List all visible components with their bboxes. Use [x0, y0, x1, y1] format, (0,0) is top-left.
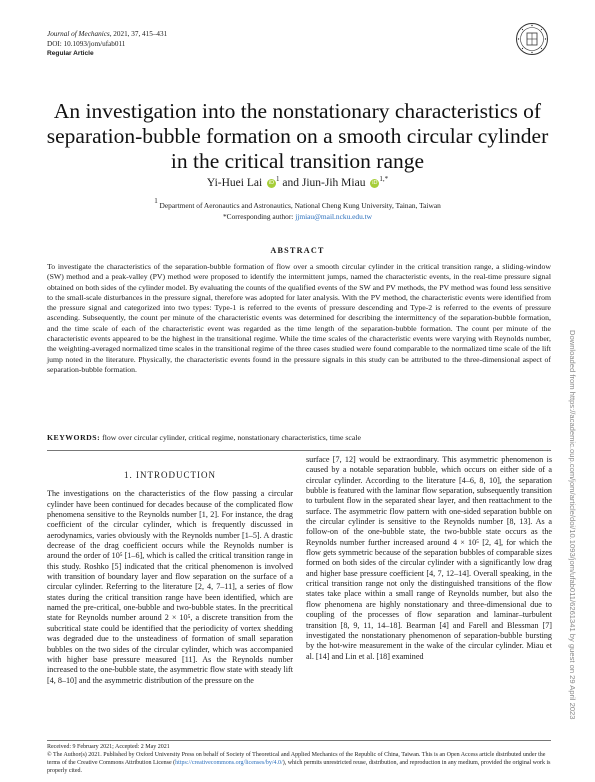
copyright-notice — [47, 751, 551, 775]
copyright-text-end: ), which permits unrestricted reuse, distribution, and reproduction in any medium, provided the original work is properly cited. — [47, 760, 551, 774]
footnote — [47, 743, 551, 775]
author-name: Yi-Huei Lai — [206, 177, 263, 189]
orcid-icon[interactable]: iD — [372, 180, 378, 186]
divider — [47, 450, 551, 451]
body-paragraph: The investigations on the characteristics of the flow passing a circular cylinder have been continued for decades because of the complicated flow phenomena sensitive to the Reynolds number [1, 2]. For instance, the drag coefficient of the circular cylinder, which is frequently discussed in aerodynamics, varies obviously with the Reynolds number [1–5]. A drastic decrease of the drag coefficient occurs while the Reynolds number is around the order of 10⁵ [1–6], which is called the critical transition range in this study. Roshko [5] indicated that the critical phenomenon is involved with transition of boundary layer and flow separation on the surface of a circular cylinder. Referring to the literature [2, 4, 7–11], a series of flow states during the critical transition range have been identified, which are named the pre-critical, one-bubble and two-bubble states. In the precritical state for Reynolds number around 2 × 10⁵, a discrete transition from the subcritical state could be identified that the periodicity of vortex shedding was degraded due to the unsteadiness of formation of small separation bubbles on the two sides of the circular cylinder, which was accompanied with higher base pressure measured [11]. As the Reynolds number increased to the one-bubble state, the asymmetric flow state with steady lift [4, 8–10] and the asymmetric distribution of the pressure on the — [47, 489, 293, 685]
author-name: Jiun-Jih Miau — [301, 177, 366, 189]
keywords-text: flow over circular cylinder, critical regime, nonstationary characteristics, time scale — [100, 433, 361, 442]
corresponding-label: *Corresponding author: — [222, 212, 296, 221]
affiliation-marker: 1,* — [379, 175, 389, 183]
keywords — [47, 433, 551, 442]
author-list — [0, 175, 595, 189]
body-column-left — [47, 470, 293, 686]
corresponding-author — [0, 212, 595, 221]
journal-header — [47, 30, 167, 59]
abstract-text: To investigate the characteristics of the separation-bubble formation of flow over a smooth circular cylinder in the critical transition range, a sliding-window (SW) method and a peak-valley (PV) method were proposed to identify the intermittent jumps, named the characteristic events, in the real-time pressure signal obtained on both sides of the cylinder model. By evaluating the counts of the qualified events of the SW and PV methods, the PV method was found less sensitive to the small-scale disturbances in the pressure signal, therefore was adopted for later analysis. With the PV method, the characteristic events were identified from the pressure signal and categorized into two types: Type-1 is referred to the events of pressure descending and Type-2 is referred to the events of pressure ascending. Subsequently, the count per minute of the characteristic events was determined for describing the intermittency of the separation-bubble formation, and the time scale of each of the characteristic event was regarded as the time length of the separation-bubble formation. The count per minute of the characteristic events appeared to be the highest in the transitional regime. While the time scales of the characteristic events were varying with Reynolds number, the weighting-averaged normalized time scales in the transitional regime of the three cases studied were found comparable to the normalized time scale of the lift jump noted in the literature. Physically, the characteristic events found in the pressure signals in this study can be attributed to the three-dimensional aspect of separation-bubble formation. — [47, 262, 551, 374]
keywords-label: KEYWORDS: — [47, 433, 101, 442]
body-column-right — [306, 455, 552, 662]
volume-info: , 2021, 37, 415–431 — [109, 30, 168, 38]
abstract-heading: ABSTRACT — [270, 246, 325, 255]
article-type: Regular Article — [47, 50, 94, 58]
license-link[interactable]: https://creativecommons.org/licenses/by/4.0/ — [175, 760, 283, 766]
footer-divider — [47, 740, 551, 741]
section-heading: 1. INTRODUCTION — [124, 470, 216, 480]
affiliation-number: 1 — [154, 197, 158, 205]
affiliation-marker: 1 — [276, 175, 280, 183]
affiliation-text: Department of Aeronautics and Astronautics, National Cheng Kung University, Tainan, Taiwan — [159, 201, 441, 210]
corresponding-email[interactable]: jjmiau@mail.ncku.edu.tw — [295, 212, 373, 221]
author-conjunction: and — [282, 177, 300, 189]
download-watermark-text: Downloaded from https://academic.oup.com/jom/article/doi/10.1093/jom/ufab011/6261341 by guest on 29 April 2023 — [568, 330, 577, 720]
body-paragraph: surface [7, 12] would be extraordinary. This asymmetric phenomenon is caused by a notable separation bubble, which occurs on either side of a circular cylinder. According to the literature [4–6, 8, 10], the separation bubble is featured with the laminar flow separation, subsequently transition to turbulent flow in the separated shear layer, and then reattachment to the surface. The asymmetric flow pattern with one-sided separation bubble on the circular cylinder is sensitive to the Reynolds number [8, 13]. As a follow-on of the one-bubble state, the two-bubble state occurs as the Reynolds number further increased around 4 × 10⁵ [2, 4], for which the flow gets symmetric because of the separation bubbles of comparable sizes formed on both sides of the circular cylinder with a significantly low drag and higher base pressure coefficient [4, 7, 12–14]. Overall speaking, in the critical transition range not only the distinguished transitions of the flow states take place within a small range of Reynolds number, but also the flow phenomena are highly nonstationary and three-dimensional due to coupling of the processes of flow separation and laminar–turbulent transition [8, 9, 11, 14–18]. Bearman [4] and Farell and Blessman [7] investigated the nonstationary phenomenon of separation-bubble bursting by the hot-wire measurement in the wake of the circular cylinder. Miau et al. [14] and Lin et al. [18] examined — [306, 455, 552, 661]
article-title: An investigation into the nonstationary characteristics of separation-bubble formation on a smooth circular cylinder in the critical transition range — [46, 99, 549, 173]
doi[interactable]: DOI: 10.1093/jom/ufab011 — [47, 39, 126, 48]
copyright-text: © The Author(s) 2021. Published by Oxford University Press on behalf of Society of Theoretical and Applied Mechanics of the Republic of China, Taiwan. This is an Open Access article distributed under the terms of the Creative Commons Attribution License ( — [47, 752, 546, 766]
orcid-icon[interactable]: iD — [268, 180, 275, 186]
affiliation — [0, 197, 595, 210]
journal-name: Journal of Mechanics — [47, 30, 110, 38]
society-seal-logo — [515, 22, 549, 56]
received-dates: Received: 9 February 2021; Accepted: 2 May 2021 — [47, 744, 170, 750]
